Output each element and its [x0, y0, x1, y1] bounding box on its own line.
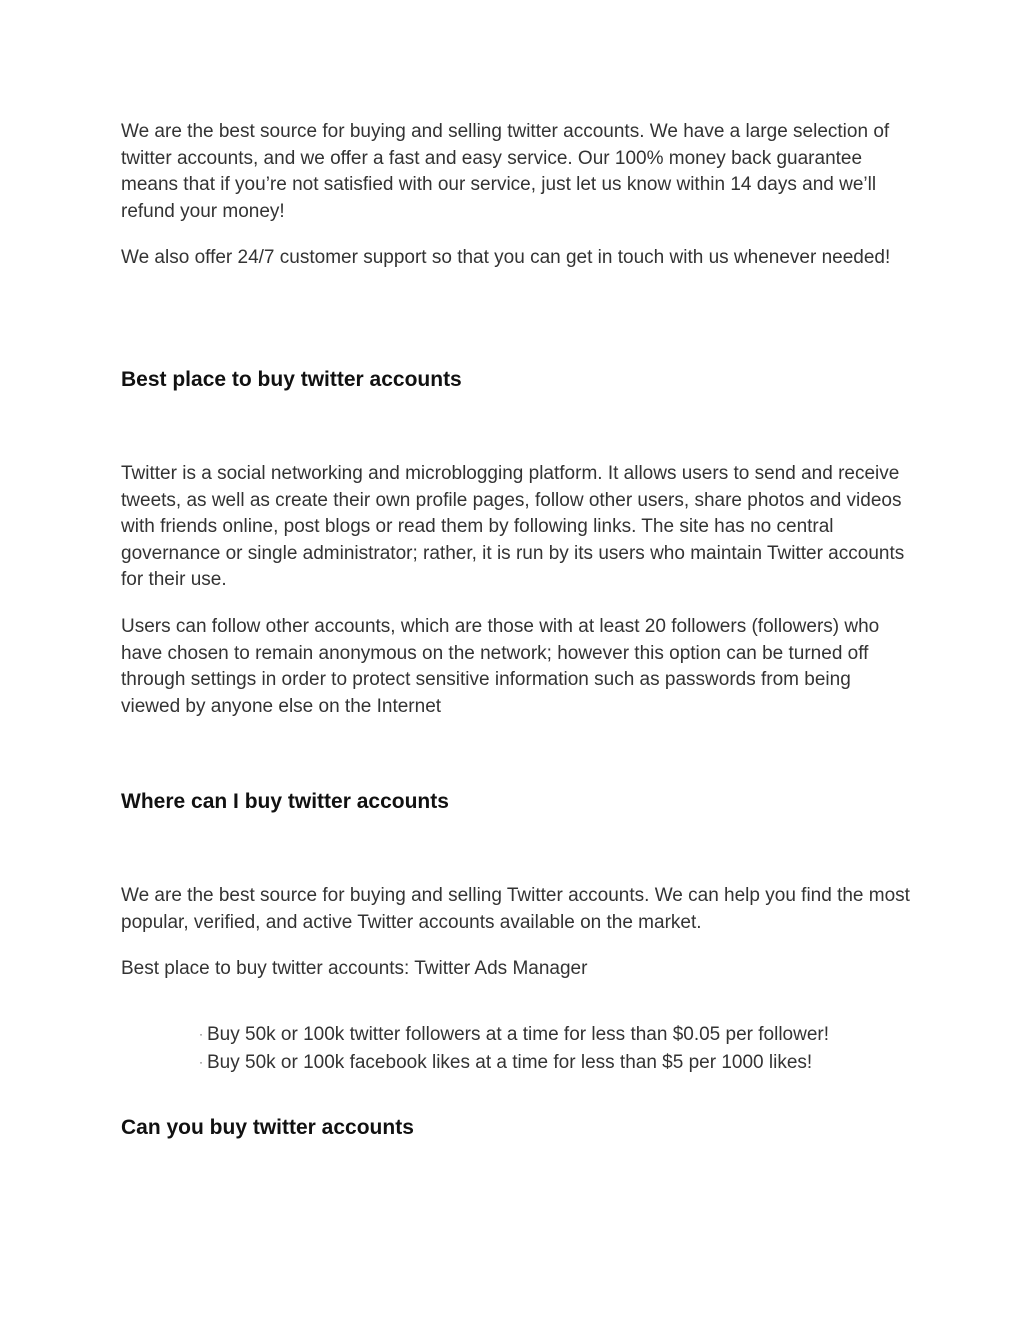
where-paragraph-1: We are the best source for buying and selling Twitter accounts. We can help you find the most popular, verified, and active Twitter accounts available on the market. — [121, 885, 910, 933]
heading-best-place: Best place to buy twitter accounts — [121, 368, 462, 391]
list-item — [199, 1021, 829, 1049]
heading-where-can-i-buy: Where can I buy twitter accounts — [121, 790, 449, 813]
best-place-paragraph-2: Users can follow other accounts, which are those with at least 20 followers (followers) who have chosen to remain anonymous on the network; however this option can be turned off through settings in order to protect sensitive information such as passwords from being viewed by anyone else on the Internet — [121, 616, 880, 717]
bullet-dot-icon: · — [199, 1054, 203, 1069]
bullet-text: Buy 50k or 100k facebook likes at a time for less than $5 per 1000 likes! — [207, 1051, 813, 1073]
heading-can-you-buy: Can you buy twitter accounts — [121, 1116, 414, 1139]
bullet-text: Buy 50k or 100k twitter followers at a time for less than $0.05 per follower! — [207, 1024, 830, 1045]
list-item — [199, 1049, 829, 1077]
where-paragraph-2: Best place to buy twitter accounts: Twitter Ads Manager — [121, 958, 588, 979]
intro-paragraph-1: We are the best source for buying and selling twitter accounts. We have a large selection of twitter accounts, and we offer a fast and easy service. Our 100% money back guarantee means that if you’re not satisfied with our service, just let us know within 14 days and we’ll refund your money! — [121, 121, 890, 222]
best-place-paragraph-1: Twitter is a social networking and microblogging platform. It allows users to send and receive tweets, as well as create their own profile pages, follow other users, share photos and videos with friends online, post blogs or read them by following links. The site has no central governance or single administrator; rather, it is run by its users who maintain Twitter accounts for their use. — [121, 463, 905, 590]
offer-bullet-list — [199, 1021, 829, 1076]
intro-paragraph-2: We also offer 24/7 customer support so that you can get in touch with us whenever needed! — [121, 247, 891, 268]
bullet-dot-icon: · — [199, 1027, 203, 1041]
